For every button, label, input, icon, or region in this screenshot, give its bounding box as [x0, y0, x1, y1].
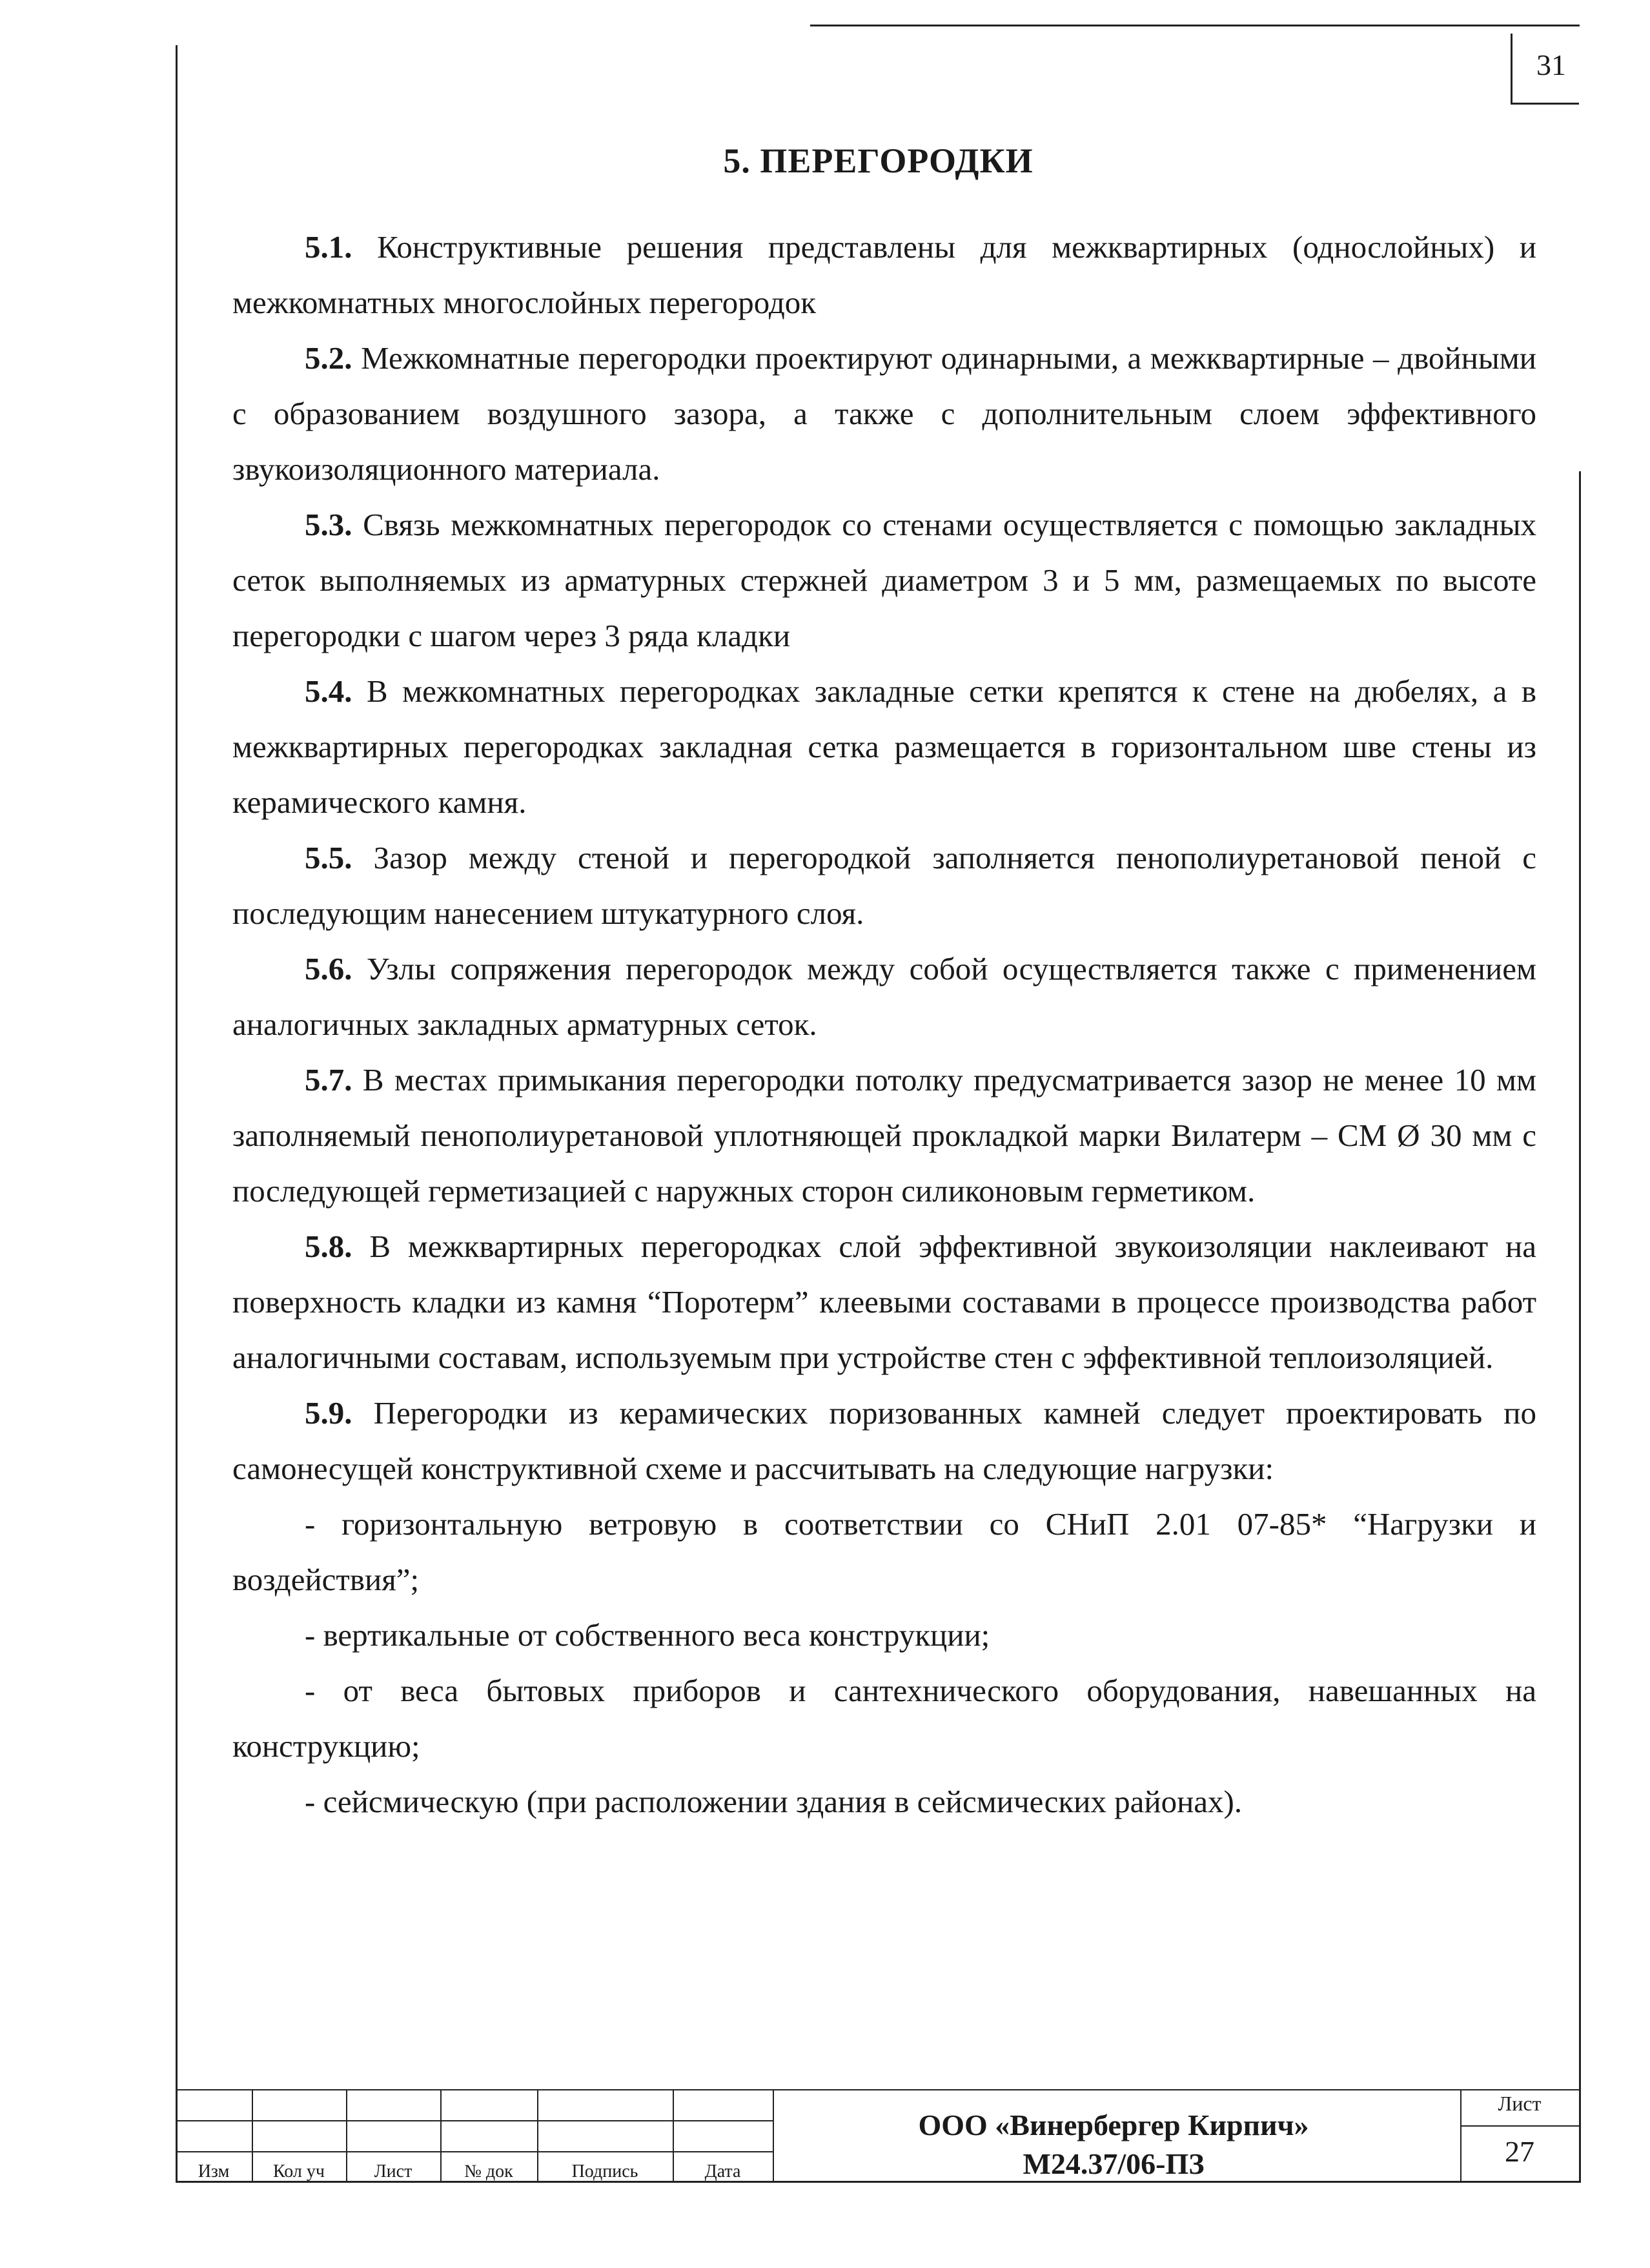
paragraph-number: 5.4. — [305, 673, 352, 709]
paragraph-text: - от веса бытовых приборов и сантехнического оборудования, навешанных на конструкцию; — [232, 1673, 1536, 1764]
title-block-top-line — [176, 2089, 1581, 2090]
col-label-signature: Подпись — [571, 2161, 638, 2181]
paragraph-number: 5.8. — [305, 1229, 352, 1264]
paragraph-text: Конструктивные решения представлены для межквартирных (однослойных) и межкомнатных многослойных перегородок — [232, 229, 1536, 320]
paragraph-number: 5.5. — [305, 840, 352, 875]
company-name: ООО «Винербергер Кирпич» — [918, 2109, 1309, 2141]
section-heading: 5. ПЕРЕГОРОДКИ — [723, 141, 1034, 180]
paragraph — [232, 497, 1536, 664]
section-body — [232, 220, 1536, 1830]
paragraph-text: - горизонтальную ветровую в соответствии со СНиП 2.01 07-85* “Нагрузки и воздействия”; — [232, 1506, 1536, 1597]
paragraph-text: Перегородки из керамических поризованных камней следует проектировать по самонесущей конструктивной схеме и рассчитывать на следующие нагрузки: — [232, 1395, 1536, 1486]
paragraph-number: 5.7. — [305, 1062, 352, 1098]
paragraph-text: - вертикальные от собственного веса конструкции; — [305, 1617, 990, 1653]
paragraph-number: 5.2. — [305, 340, 352, 376]
col-label-kol-uch: Кол уч — [273, 2161, 325, 2181]
paragraph — [232, 1052, 1536, 1219]
top-rule — [810, 25, 1580, 26]
paragraph — [232, 664, 1536, 830]
paragraph — [232, 1385, 1536, 1497]
frame-right-border — [1579, 471, 1581, 2182]
page-number: 31 — [1536, 48, 1566, 81]
paragraph-text: Узлы сопряжения перегородок между собой осуществляется также с применением аналогичных закладных арматурных сеток. — [232, 951, 1536, 1042]
paragraph-text: Связь межкомнатных перегородок со стенами осуществляется с помощью закладных сеток выполняемых из арматурных стержней диаметром 3 и 5 мм, размещаемых по высоте перегородки с шагом через 3 ряда кладки — [232, 507, 1536, 653]
paragraph-number: 5.3. — [305, 507, 352, 542]
paragraph — [232, 1497, 1536, 1608]
paragraph-number: 5.9. — [305, 1395, 352, 1431]
paragraph-number: 5.1. — [305, 229, 352, 265]
paragraph-text: В межкомнатных перегородках закладные сетки крепятся к стене на дюбелях, а в межквартирных перегородках закладная сетка размещается в горизонтальном шве стены из керамического камня. — [232, 673, 1536, 820]
sheet-number: 27 — [1505, 2135, 1534, 2168]
document-code: М24.37/06-ПЗ — [1023, 2147, 1205, 2180]
frame-left-border — [176, 45, 178, 2182]
paragraph-text: В местах примыкания перегородки потолку предусматривается зазор не менее 10 мм заполняемый пенополиуретановой уплотняющей прокладкой марки Вилатерм – СМ Ø 30 мм с последующей герметизацией с наружных сторон силиконовым герметиком. — [232, 1062, 1536, 1209]
paragraph-text: Зазор между стеной и перегородкой заполняется пенополиуретановой пеной с последующим нанесением штукатурного слоя. — [232, 840, 1536, 931]
paragraph — [232, 1219, 1536, 1385]
title-block-row-line — [176, 2120, 773, 2121]
company-block — [771, 2106, 1456, 2183]
title-block-row-line — [176, 2151, 773, 2152]
col-label-date: Дата — [704, 2161, 741, 2181]
paragraph — [232, 830, 1536, 941]
paragraph — [232, 331, 1536, 497]
paragraph — [232, 941, 1536, 1052]
col-label-doc-no: № док — [464, 2161, 513, 2181]
sheet-label: Лист — [1498, 2092, 1542, 2115]
paragraph-number: 5.6. — [305, 951, 352, 986]
paragraph — [232, 1663, 1536, 1774]
paragraph-text: Межкомнатные перегородки проектируют одинарными, а межквартирные – двойными с образованием воздушного зазора, а также с дополнительным слоем эффективного звукоизоляционного материала. — [232, 340, 1536, 487]
paragraph-text: - сейсмическую (при расположении здания в сейсмических районах). — [305, 1784, 1243, 1819]
paragraph — [232, 1608, 1536, 1663]
col-label-list: Лист — [374, 2161, 412, 2181]
paragraph — [232, 220, 1536, 331]
paragraph — [232, 1774, 1536, 1830]
title-block-sheet-divider — [1460, 2125, 1581, 2127]
col-label-izm: Изм — [198, 2161, 230, 2181]
paragraph-text: В межквартирных перегородках слой эффективной звукоизоляции наклеивают на поверхность кладки из камня “Поротерм” клеевыми составами в процессе производства работ аналогичными составам, используемым при устройстве стен с эффективной теплоизоляцией. — [232, 1229, 1536, 1375]
